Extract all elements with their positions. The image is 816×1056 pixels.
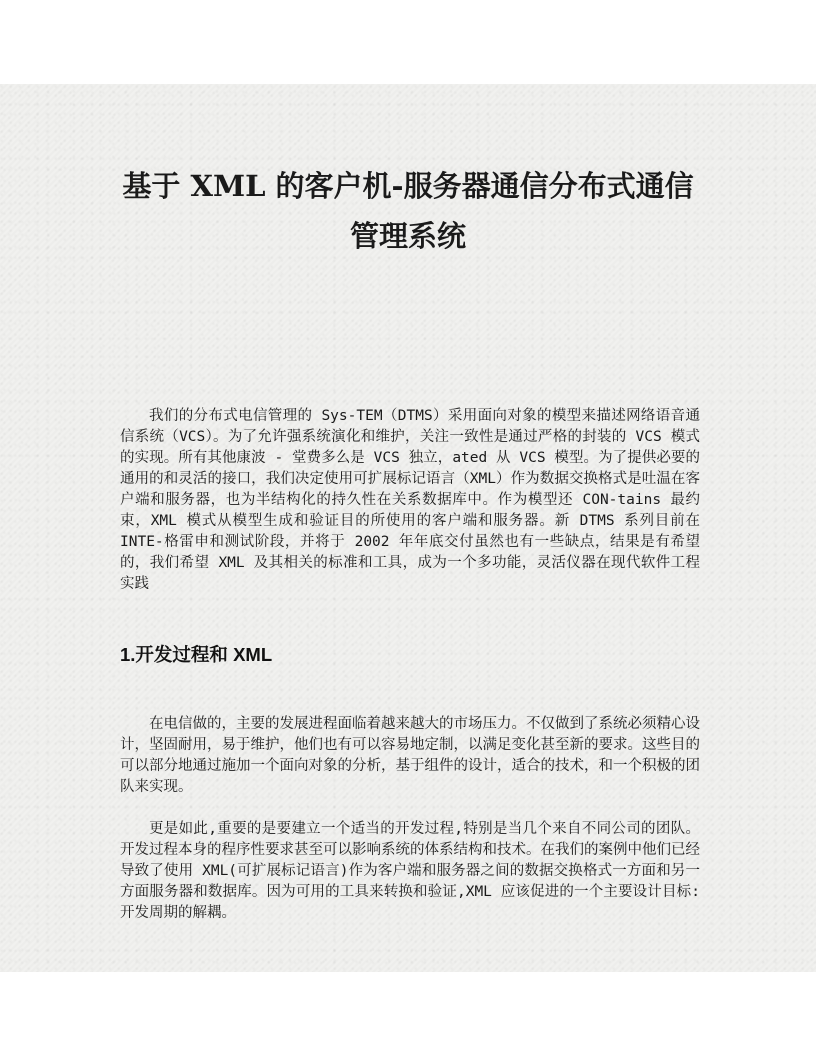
section-heading-1: 1.开发过程和 XML [120,644,273,665]
section-1-paragraph-1: 在电信做的，主要的发展进程面临着越来越大的市场压力。不仅做到了系统必须精心设计，坚固耐用，易于维护，他们也有可以容易地定制，以满足变化甚至新的要求。这些目的可以部分地通过施加一个面向对象的分析，基于组件的设计，适合的技术，和一个积极的团队来实现。 [120,716,700,795]
section-1-paragraph-2: 更是如此,重要的是要建立一个适当的开发过程,特别是当几个来自不同公司的团队。开发过程本身的程序性要求甚至可以影响系统的体系结构和技术。在我们的案例中他们已经导致了使用 XML(可扩展标记语言)作为客户端和服务器之间的数据交换格式一方面和另一方面服务器和数据库。因为可用的工具来转换和验证,XML 应该促进的一个主要设计目标:开发周期的解耦。 [120,821,700,921]
document-title-line-1: 基于 XML 的客户机-服务器通信分布式通信 [122,169,694,203]
abstract-paragraph: 我们的分布式电信管理的 Sys-TEM（DTMS）采用面向对象的模型来描述网络语音通信系统（VCS）。为了允许强系统演化和维护，关注一致性是通过严格的封装的 VCS 模式的实现。所有其他康波 - 堂费多么是 VCS 独立，ated 从 VCS 模型。为了提供必要的通用的和灵活的接口，我们决定使用可扩展标记语言（XML）作为数据交换格式是吐温在客户端和服务器，也为半结构化的持久性在关系数据库中。作为模型还 CON-tains 最约束，XML 模式从模型生成和验证目的所使用的客户端和服务器。新 DTMS 系列目前在 INTE-格雷申和测试阶段，并将于 2002 年年底交付虽然也有一些缺点，结果是有希望的，我们希望 XML 及其相关的标准和工具，成为一个多功能，灵活仪器在现代软件工程实践 [120,408,700,592]
document-title-line-2: 管理系统 [349,219,466,253]
